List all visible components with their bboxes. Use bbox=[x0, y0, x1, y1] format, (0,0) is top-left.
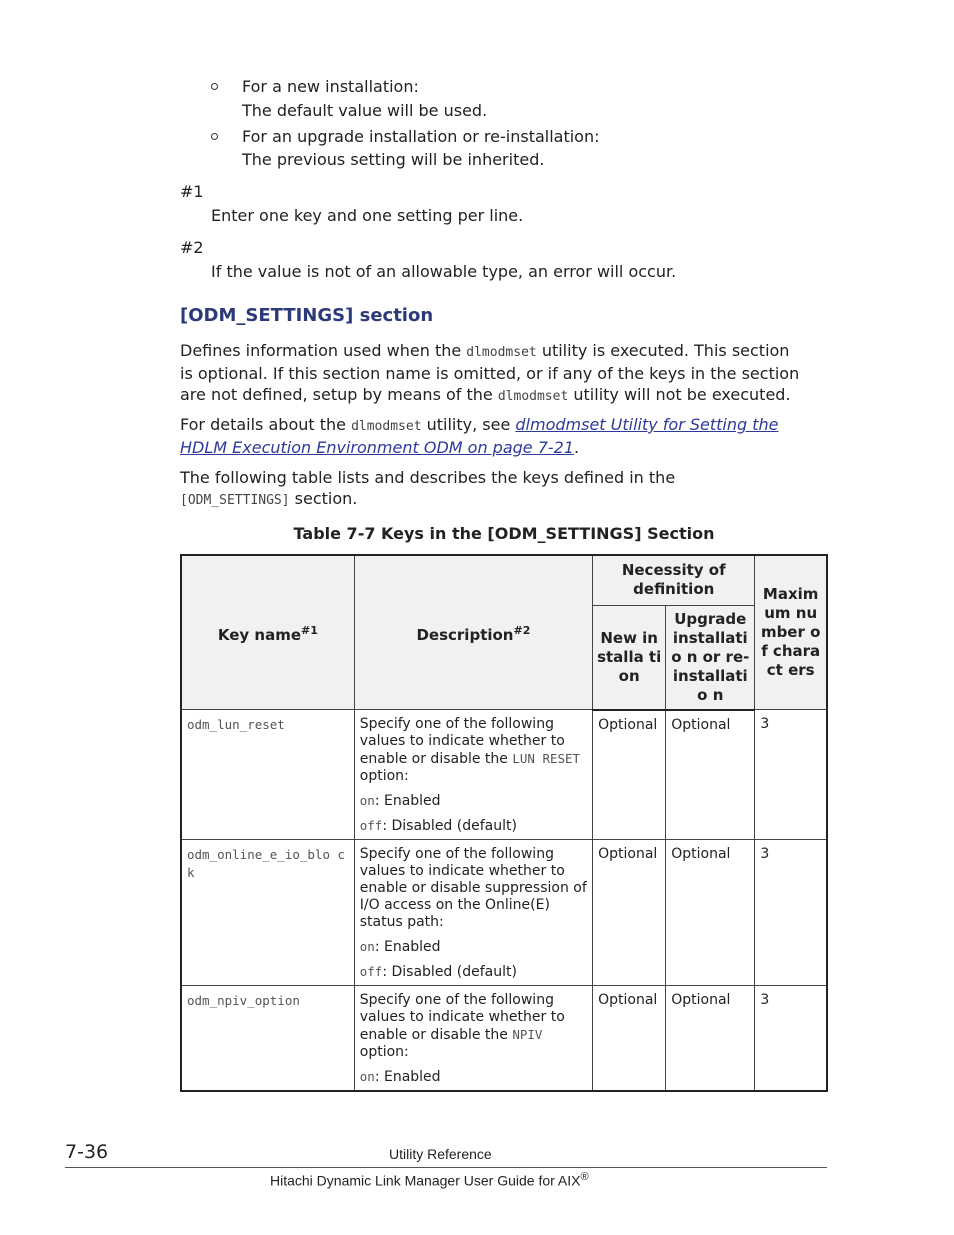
footnote-ref: #2 bbox=[513, 623, 531, 637]
new-installation-cell: Optional bbox=[593, 710, 666, 840]
text: option: bbox=[359, 1044, 409, 1060]
description-cell bbox=[354, 710, 592, 840]
new-installation-cell: Optional bbox=[593, 986, 666, 1092]
text: Specify one of the following values to indicate whether to enable or disable the bbox=[359, 716, 565, 767]
keys-table bbox=[180, 554, 828, 1092]
footnote-ref: #1 bbox=[301, 623, 318, 637]
note-text: Enter one key and one setting per line. bbox=[211, 206, 524, 225]
footer-section: Utility Reference bbox=[389, 1146, 492, 1162]
code-text: off bbox=[359, 964, 383, 979]
code-text: dlmodmset bbox=[497, 389, 569, 404]
text: : Disabled (default) bbox=[382, 818, 517, 834]
registered-mark: ® bbox=[580, 1171, 589, 1183]
description-cell bbox=[354, 840, 592, 986]
text: . bbox=[574, 438, 580, 457]
note-text: If the value is not of an allowable type, an error will occur. bbox=[211, 262, 677, 281]
cross-reference-link[interactable]: dlmodmset Utility for Setting the bbox=[515, 415, 779, 434]
table-row bbox=[181, 840, 827, 986]
upgrade-cell: Optional bbox=[666, 710, 755, 840]
text: Specify one of the following values to indicate whether to enable or disable suppression of I/O access on the Online(E) status path: bbox=[359, 846, 587, 930]
section-heading: [ODM_SETTINGS] section bbox=[180, 305, 434, 326]
bullet-detail: The previous setting will be inherited. bbox=[242, 150, 545, 169]
text: For details about the bbox=[180, 415, 352, 434]
code-text: on bbox=[359, 939, 375, 954]
paragraph-intro bbox=[180, 340, 840, 407]
table-row bbox=[181, 986, 827, 1092]
text: The following table lists and describes the keys defined in the bbox=[180, 468, 676, 487]
paragraph-details bbox=[180, 414, 840, 458]
key-name: odm_online_e_io_blo ck bbox=[187, 847, 346, 880]
header-description bbox=[354, 555, 592, 710]
table-caption: Table 7-7 Keys in the [ODM_SETTINGS] Section bbox=[293, 524, 715, 543]
bullet-detail: The default value will be used. bbox=[242, 101, 488, 120]
text: : Enabled bbox=[374, 939, 441, 955]
max-chars-cell: 3 bbox=[755, 986, 827, 1092]
key-name: odm_lun_reset bbox=[187, 717, 285, 732]
footer-guide-title bbox=[270, 1171, 589, 1189]
upgrade-cell: Optional bbox=[666, 986, 755, 1092]
text: Defines information used when the bbox=[180, 341, 467, 360]
note-mark: #2 bbox=[180, 238, 204, 257]
bullet-icon bbox=[211, 133, 218, 140]
text: : Disabled (default) bbox=[382, 964, 517, 980]
key-name: odm_npiv_option bbox=[187, 993, 300, 1008]
header-necessity: Necessity of definition bbox=[593, 555, 755, 605]
text: : Enabled bbox=[374, 793, 441, 809]
max-chars-cell: 3 bbox=[755, 710, 827, 840]
bullet-icon bbox=[211, 83, 218, 90]
text: utility will not be executed. bbox=[568, 385, 791, 404]
text: is optional. If this section name is omitted, or if any of the keys in the section bbox=[180, 364, 800, 383]
description-cell bbox=[354, 986, 592, 1092]
text: are not defined, setup by means of the bbox=[180, 385, 498, 404]
text: : Enabled bbox=[374, 1069, 441, 1085]
key-cell bbox=[181, 710, 354, 840]
key-cell bbox=[181, 840, 354, 986]
code-text: dlmodmset bbox=[351, 419, 422, 434]
header-text: Key name bbox=[217, 625, 301, 644]
max-chars-cell: 3 bbox=[755, 840, 827, 986]
paragraph-table-intro bbox=[180, 467, 840, 511]
footer-divider bbox=[65, 1167, 827, 1168]
text: Specify one of the following values to indicate whether to enable or disable the bbox=[359, 992, 565, 1043]
cross-reference-link[interactable]: HDLM Execution Environment ODM on page 7-21 bbox=[180, 438, 575, 457]
key-cell bbox=[181, 986, 354, 1092]
code-text: on bbox=[359, 793, 375, 808]
text: section. bbox=[289, 489, 358, 508]
header-text: Description bbox=[416, 625, 514, 644]
text: Hitachi Dynamic Link Manager User Guide for AIX bbox=[270, 1172, 581, 1189]
bullet-label: For a new installation: bbox=[242, 77, 419, 96]
header-new-installation: New installa tion bbox=[593, 605, 666, 710]
note-mark: #1 bbox=[180, 182, 204, 201]
text: utility, see bbox=[421, 415, 516, 434]
code-text: NPIV bbox=[512, 1027, 543, 1042]
new-installation-cell: Optional bbox=[593, 840, 666, 986]
header-max-chars: Maxim um number of charact ers bbox=[755, 555, 827, 710]
bullet-label: For an upgrade installation or re-installation: bbox=[242, 127, 600, 146]
text: option: bbox=[359, 768, 409, 784]
page-number: 7-36 bbox=[65, 1141, 109, 1163]
code-text: dlmodmset bbox=[466, 345, 537, 360]
code-text: on bbox=[359, 1069, 375, 1084]
code-text: LUN RESET bbox=[512, 751, 581, 766]
code-text: off bbox=[359, 818, 383, 833]
text: utility is executed. This section bbox=[536, 341, 790, 360]
upgrade-cell: Optional bbox=[666, 840, 755, 986]
table-row bbox=[181, 710, 827, 840]
header-upgrade-installation: Upgrade installatio n or re- installatio n bbox=[666, 605, 755, 710]
header-key-name bbox=[181, 555, 354, 710]
code-text: [ODM_SETTINGS] bbox=[180, 493, 290, 508]
